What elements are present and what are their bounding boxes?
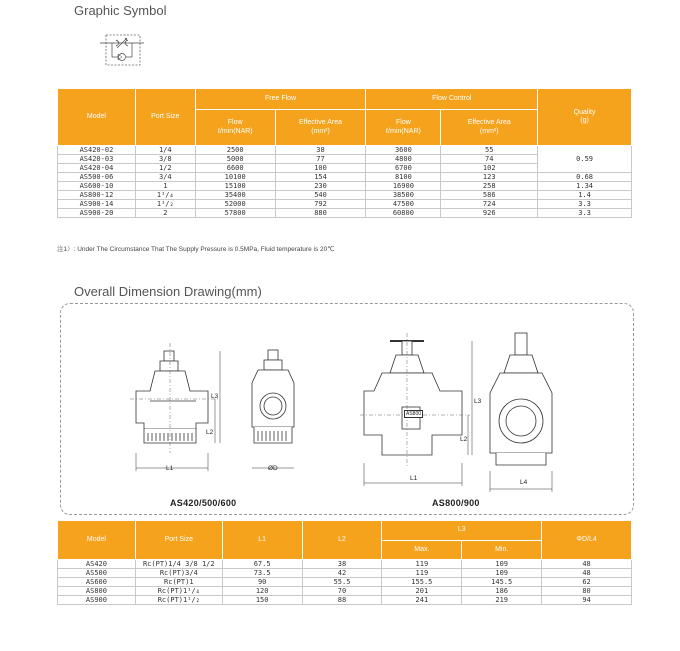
header-quality-label: Quality [573, 108, 596, 116]
fc-flow-label: Flow [395, 119, 411, 127]
cell-fc-area: 258 [441, 182, 538, 191]
cell-port: Rc(PT)3/4 [135, 569, 222, 578]
cell-ff-area: 540 [275, 191, 366, 200]
cell-model: AS420-02 [58, 146, 136, 155]
cell-model: AS600-10 [58, 182, 136, 191]
cell-ff-flow: 5000 [195, 155, 275, 164]
cell-port: 1 [135, 182, 195, 191]
cell-l2: 38 [302, 560, 382, 569]
cell-ff-flow: 52000 [195, 200, 275, 209]
ff-flow-label: Flow [227, 119, 243, 127]
cell-min: 186 [462, 587, 542, 596]
cell-ff-area: 154 [275, 173, 366, 182]
table-row [58, 146, 632, 155]
table-row [58, 200, 632, 209]
dim-badge: AS800 [406, 411, 422, 417]
header-min: Min. [462, 541, 542, 560]
header-l2: L2 [302, 521, 382, 560]
dimension-table [57, 520, 632, 605]
cell-l1: 90 [222, 578, 302, 587]
cell-quality: 3.3 [538, 209, 632, 218]
cell-fc-area: 926 [441, 209, 538, 218]
caption-as800-900: AS800/900 [432, 498, 480, 508]
cell-port: 1¹/₄ [135, 191, 195, 200]
cell-ff-flow: 6600 [195, 164, 275, 173]
cell-ff-area: 77 [275, 155, 366, 164]
cell-model: AS900-20 [58, 209, 136, 218]
cell-fc-flow: 8100 [366, 173, 441, 182]
cell-ff-flow: 10100 [195, 173, 275, 182]
header-ff-area [275, 110, 366, 146]
cell-fc-area: 123 [441, 173, 538, 182]
cell-od: 48 [542, 569, 632, 578]
table-row [58, 209, 632, 218]
as800-side-view-drawing [360, 333, 470, 468]
cell-ff-area: 38 [275, 146, 366, 155]
cell-quality: 1.34 [538, 182, 632, 191]
as800-front-view-drawing [490, 333, 552, 465]
flow-control-symbol-icon [100, 33, 144, 69]
dim-l2-left: L2 [206, 429, 214, 436]
cell-model: AS600 [58, 578, 136, 587]
cell-min: 109 [462, 569, 542, 578]
header-port-size: Port Size [135, 521, 222, 560]
flow-spec-table [57, 88, 632, 218]
dim-l3-right: L3 [474, 398, 482, 405]
cell-port: 2 [135, 209, 195, 218]
cell-port: 1/4 [135, 146, 195, 155]
cell-fc-flow: 4800 [366, 155, 441, 164]
cell-ff-flow: 35400 [195, 191, 275, 200]
cell-quality: 0.68 [538, 173, 632, 182]
cell-model: AS420-04 [58, 164, 136, 173]
cell-fc-flow: 60800 [366, 209, 441, 218]
cell-max: 155.5 [382, 578, 462, 587]
cell-fc-flow: 6700 [366, 164, 441, 173]
table-row [58, 173, 632, 182]
cell-quality: 0.59 [538, 146, 632, 173]
table-row [58, 596, 632, 605]
table-row [58, 560, 632, 569]
cell-l2: 55.5 [302, 578, 382, 587]
header-l3: L3 [382, 521, 542, 541]
dim-l2-right: L2 [460, 436, 468, 443]
cell-model: AS900 [58, 596, 136, 605]
cell-l2: 42 [302, 569, 382, 578]
cell-max: 241 [382, 596, 462, 605]
cell-fc-flow: 3600 [366, 146, 441, 155]
dim-od: ØD [268, 465, 278, 472]
cell-model: AS500-06 [58, 173, 136, 182]
as420-front-view-drawing [252, 350, 294, 443]
header-free-flow: Free Flow [195, 89, 366, 110]
header-fc-area [441, 110, 538, 146]
cell-port: Rc(PT)1¹/₄ [135, 587, 222, 596]
cell-port: Rc(PT)1/4 3/8 1/2 [135, 560, 222, 569]
cell-fc-area: 724 [441, 200, 538, 209]
cell-od: 62 [542, 578, 632, 587]
fc-area-unit: (mm²) [479, 127, 499, 135]
cell-port: 3/8 [135, 155, 195, 164]
cell-l1: 67.5 [222, 560, 302, 569]
cell-ff-area: 880 [275, 209, 366, 218]
dim-l4: L4 [520, 479, 528, 486]
graphic-symbol-title: Graphic Symbol [74, 3, 167, 18]
fc-flow-unit: ℓ/min(NAR) [385, 127, 421, 135]
cell-quality: 3.3 [538, 200, 632, 209]
table-row [58, 578, 632, 587]
as420-side-view-drawing [130, 343, 218, 453]
header-l1: L1 [222, 521, 302, 560]
cell-min: 109 [462, 560, 542, 569]
header-model: Model [58, 521, 136, 560]
header-port-size: Port Size [135, 89, 195, 146]
cell-l1: 150 [222, 596, 302, 605]
cell-min: 219 [462, 596, 542, 605]
header-quality [538, 89, 632, 146]
cell-model: AS800-12 [58, 191, 136, 200]
header-model: Model [58, 89, 136, 146]
cell-port: 3/4 [135, 173, 195, 182]
cell-fc-flow: 16900 [366, 182, 441, 191]
header-od-l4: ΦD/L4 [542, 521, 632, 560]
cell-port: 1¹/₂ [135, 200, 195, 209]
table-row [58, 191, 632, 200]
cell-l2: 70 [302, 587, 382, 596]
cell-ff-area: 792 [275, 200, 366, 209]
cell-model: AS420 [58, 560, 136, 569]
cell-ff-flow: 2500 [195, 146, 275, 155]
cell-fc-flow: 38500 [366, 191, 441, 200]
dim-l3-left: L3 [211, 393, 219, 400]
ff-area-unit: (mm²) [311, 127, 330, 135]
caption-as420-500-600: AS420/500/600 [170, 498, 237, 508]
cell-fc-flow: 47500 [366, 200, 441, 209]
cell-od: 94 [542, 596, 632, 605]
cell-fc-area: 586 [441, 191, 538, 200]
cell-od: 80 [542, 587, 632, 596]
header-quality-unit: (g) [580, 117, 589, 124]
header-flow-control: Flow Control [366, 89, 538, 110]
cell-port: Rc(PT)1 [135, 578, 222, 587]
cell-max: 201 [382, 587, 462, 596]
header-fc-flow [366, 110, 441, 146]
cell-od: 48 [542, 560, 632, 569]
cell-l2: 88 [302, 596, 382, 605]
cell-fc-area: 74 [441, 155, 538, 164]
table-row [58, 569, 632, 578]
dim-l1-left: L1 [166, 465, 174, 472]
cell-model: AS500 [58, 569, 136, 578]
cell-model: AS800 [58, 587, 136, 596]
cell-min: 145.5 [462, 578, 542, 587]
fc-area-label: Effective Area [467, 119, 511, 127]
dim-l1-right: L1 [410, 475, 418, 482]
cell-quality: 1.4 [538, 191, 632, 200]
cell-model: AS900-14 [58, 200, 136, 209]
table-note: 注1）: Under The Circumstance That The Supply Pressure is 0.5MPa, Fluid temperature is 20℃ [57, 246, 335, 253]
header-max: Max. [382, 541, 462, 560]
cell-port: 1/2 [135, 164, 195, 173]
cell-max: 119 [382, 569, 462, 578]
table-row [58, 587, 632, 596]
cell-ff-area: 100 [275, 164, 366, 173]
ff-area-label: Effective Area [298, 119, 343, 127]
cell-max: 119 [382, 560, 462, 569]
cell-model: AS420-03 [58, 155, 136, 164]
cell-l1: 120 [222, 587, 302, 596]
cell-fc-area: 102 [441, 164, 538, 173]
cell-l1: 73.5 [222, 569, 302, 578]
dimension-drawing [60, 303, 632, 513]
cell-ff-area: 230 [275, 182, 366, 191]
table-row [58, 182, 632, 191]
header-ff-flow [195, 110, 275, 146]
ff-flow-unit: ℓ/min(NAR) [217, 127, 253, 135]
cell-port: Rc(PT)1¹/₂ [135, 596, 222, 605]
cell-ff-flow: 57800 [195, 209, 275, 218]
dimension-title: Overall Dimension Drawing(mm) [74, 284, 262, 299]
cell-ff-flow: 15100 [195, 182, 275, 191]
cell-fc-area: 55 [441, 146, 538, 155]
